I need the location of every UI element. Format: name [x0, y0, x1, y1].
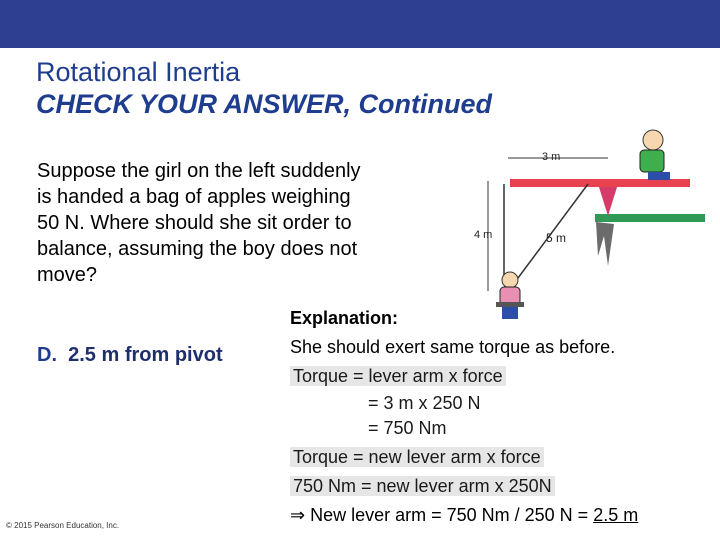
answer-text: 2.5 m from pivot	[68, 344, 223, 366]
answer	[37, 344, 223, 367]
girl-head	[502, 272, 518, 288]
final-answer-value: 2.5 m	[593, 505, 639, 525]
slide-title	[36, 56, 492, 120]
boy-legs	[648, 172, 670, 180]
platform	[595, 214, 705, 222]
label-3m: 3 m	[542, 151, 561, 163]
label-5m: 5 m	[546, 231, 567, 245]
question-line: Suppose the girl on the left suddenly	[37, 160, 361, 182]
plank	[510, 179, 690, 187]
title-line-2: CHECK YOUR ANSWER, Continued	[36, 89, 492, 119]
equation-result: = 750 Nm	[368, 418, 447, 438]
question-line: is handed a bag of apples weighing	[37, 186, 351, 208]
equation-new-torque	[290, 447, 544, 468]
boy-head	[643, 130, 663, 150]
equation-solve-text: 750 Nm = new lever arm x 250N	[290, 476, 555, 496]
equation-new-torque-text: Torque = new lever arm x force	[290, 447, 544, 467]
pivot	[598, 184, 618, 216]
label-4m: 4 m	[474, 229, 493, 241]
boy-body	[640, 150, 664, 172]
question-line: move?	[37, 264, 98, 286]
explanation-title: Explanation:	[290, 308, 399, 328]
explanation-text: She should exert same torque as before.	[290, 337, 616, 357]
question-line: 50 N. Where should she sit order to	[37, 212, 352, 234]
seesaw-figure	[470, 126, 720, 336]
header-bar	[0, 0, 720, 48]
equation-product: = 3 m x 250 N	[368, 393, 481, 413]
equation-torque	[290, 366, 506, 387]
swing-seat	[496, 302, 524, 307]
question-text	[37, 158, 437, 288]
seesaw-illustration	[470, 126, 720, 336]
cliff	[596, 222, 614, 266]
final-answer	[290, 505, 638, 526]
equation-torque-text: Torque = lever arm x force	[290, 366, 506, 386]
final-answer-prefix: ⇒ New lever arm = 750 Nm / 250 N =	[290, 505, 594, 525]
question-line: balance, assuming the boy does not	[37, 238, 358, 260]
equation-solve	[290, 476, 555, 497]
title-line-1: Rotational Inertia	[36, 57, 241, 87]
girl-legs	[502, 307, 518, 319]
copyright: © 2015 Pearson Education, Inc.	[6, 521, 120, 530]
answer-letter: D.	[37, 344, 57, 366]
